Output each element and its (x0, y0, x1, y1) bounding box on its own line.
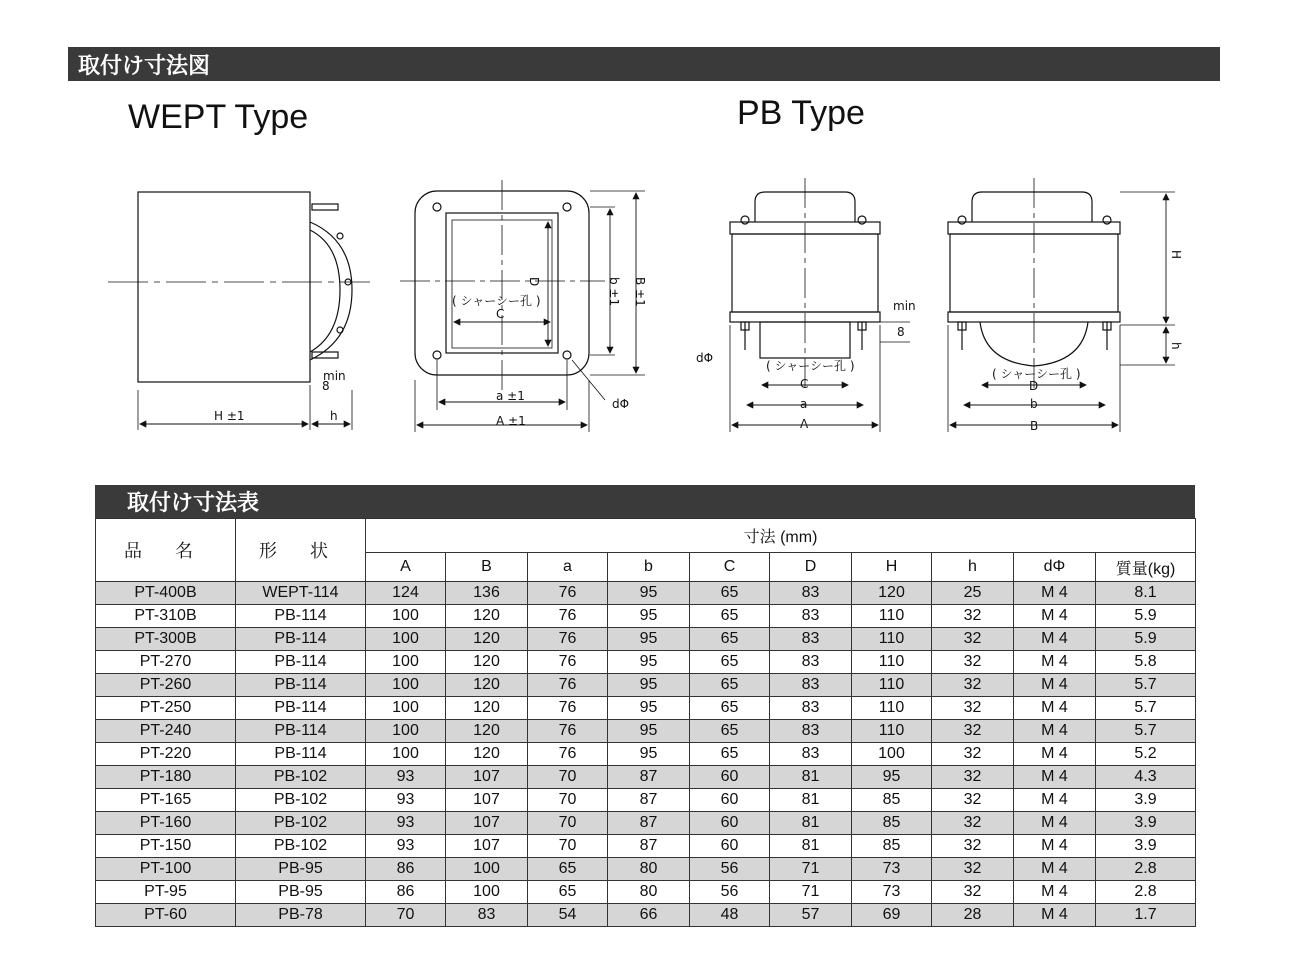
table-cell: 120 (446, 697, 528, 720)
table-cell: 83 (770, 743, 852, 766)
table-cell: PB-95 (236, 858, 366, 881)
table-cell: 65 (690, 651, 770, 674)
table-cell: PT-240 (96, 720, 236, 743)
table-cell: PB-102 (236, 835, 366, 858)
table-cell: PB-114 (236, 720, 366, 743)
table-body (96, 582, 1196, 927)
pb-front-view-left (730, 178, 910, 432)
table-cell: 71 (770, 858, 852, 881)
table-cell: 32 (932, 605, 1014, 628)
table-cell: 5.7 (1096, 720, 1196, 743)
table-row (96, 881, 1196, 904)
table-cell: M 4 (1014, 651, 1096, 674)
table-cell: 83 (770, 605, 852, 628)
table-cell: M 4 (1014, 720, 1096, 743)
sub-header-9: 質量(kg) (1096, 553, 1196, 582)
table-cell: 3.9 (1096, 812, 1196, 835)
label-8-pb: 8 (897, 325, 905, 339)
table-cell: 76 (528, 743, 608, 766)
table-cell: 81 (770, 812, 852, 835)
table-cell: 95 (608, 720, 690, 743)
table-cell: M 4 (1014, 835, 1096, 858)
table-cell: 2.8 (1096, 881, 1196, 904)
label-a-pm: a ±1 (496, 389, 525, 403)
table-cell: 83 (770, 674, 852, 697)
table-cell: 32 (932, 812, 1014, 835)
table-cell: PT-310B (96, 605, 236, 628)
header-product-name: 品 名 (96, 519, 236, 582)
section-title-bar (68, 47, 1220, 81)
label-C-wept: C (496, 307, 505, 321)
sub-header-8: dΦ (1014, 553, 1096, 582)
table-cell: 32 (932, 720, 1014, 743)
label-H-pb: H (1169, 250, 1183, 260)
table-cell: WEPT-114 (236, 582, 366, 605)
table-cell: 32 (932, 651, 1014, 674)
label-chassis-hole-wept: ( シャーシー孔 ) (452, 294, 541, 308)
table-cell: 95 (608, 651, 690, 674)
table-cell: 73 (852, 881, 932, 904)
pb-front-view-right (948, 178, 1175, 432)
table-cell: 83 (770, 697, 852, 720)
table-cell: 32 (932, 881, 1014, 904)
wept-side-view (108, 192, 370, 430)
table-row (96, 674, 1196, 697)
table-cell: 73 (852, 858, 932, 881)
table-cell: 95 (608, 743, 690, 766)
table-cell: 70 (528, 766, 608, 789)
table-cell: 70 (528, 789, 608, 812)
table-cell: 100 (366, 651, 446, 674)
table-cell: 66 (608, 904, 690, 927)
label-chassis-hole-pb1: ( シャーシー孔 ) (766, 359, 855, 373)
table-cell: 120 (446, 651, 528, 674)
table-cell: 86 (366, 881, 446, 904)
table-cell: 87 (608, 835, 690, 858)
table-cell: 86 (366, 858, 446, 881)
table-cell: 80 (608, 881, 690, 904)
table-cell: 120 (446, 720, 528, 743)
label-B-pb: B (1030, 419, 1039, 433)
table-cell: PT-270 (96, 651, 236, 674)
table-row (96, 743, 1196, 766)
table-cell: 65 (690, 605, 770, 628)
table-cell: 83 (446, 904, 528, 927)
table-cell: 32 (932, 789, 1014, 812)
table-cell: PB-102 (236, 812, 366, 835)
table-cell: 100 (366, 697, 446, 720)
table-cell: M 4 (1014, 812, 1096, 835)
table-cell: 2.8 (1096, 858, 1196, 881)
table-cell: PB-114 (236, 628, 366, 651)
table-cell: 95 (852, 766, 932, 789)
table-cell: 95 (608, 697, 690, 720)
table-cell: 32 (932, 858, 1014, 881)
table-cell: 65 (528, 858, 608, 881)
table-cell: PT-260 (96, 674, 236, 697)
table-cell: 65 (690, 697, 770, 720)
table-cell: M 4 (1014, 858, 1096, 881)
table-cell: 32 (932, 766, 1014, 789)
label-chassis-hole-pb2: ( シャーシー孔 ) (992, 367, 1081, 381)
table-cell: PT-160 (96, 812, 236, 835)
table-cell: 110 (852, 651, 932, 674)
table-cell: 100 (366, 743, 446, 766)
wept-type-title: WEPT Type (128, 98, 309, 136)
table-cell: 32 (932, 835, 1014, 858)
label-min-pb: min (893, 299, 916, 313)
table-row (96, 812, 1196, 835)
table-cell: 57 (770, 904, 852, 927)
label-b-pb: b (1030, 397, 1038, 411)
table-cell: 60 (690, 835, 770, 858)
table-cell: 107 (446, 789, 528, 812)
table-cell: 83 (770, 720, 852, 743)
table-cell: 5.7 (1096, 697, 1196, 720)
table-row (96, 582, 1196, 605)
table-cell: M 4 (1014, 789, 1096, 812)
table-cell: PB-102 (236, 789, 366, 812)
table-row (96, 858, 1196, 881)
table-cell: 100 (366, 628, 446, 651)
table-cell: PT-150 (96, 835, 236, 858)
table-cell: 5.8 (1096, 651, 1196, 674)
label-h-wept: h (330, 409, 338, 423)
table-cell: 107 (446, 766, 528, 789)
section-title: 取付け寸法図 (78, 53, 211, 79)
table-cell: M 4 (1014, 766, 1096, 789)
table-cell: 3.9 (1096, 789, 1196, 812)
table-cell: 124 (366, 582, 446, 605)
table-cell: 5.9 (1096, 605, 1196, 628)
table-cell: 65 (690, 582, 770, 605)
table-cell: 60 (690, 789, 770, 812)
label-a-pb: a (800, 397, 808, 411)
table-cell: 32 (932, 628, 1014, 651)
table-cell: 83 (770, 582, 852, 605)
table-cell: 100 (366, 720, 446, 743)
table-cell: PB-114 (236, 605, 366, 628)
table-cell: 95 (608, 605, 690, 628)
table-cell: 120 (852, 582, 932, 605)
table-cell: 56 (690, 858, 770, 881)
table-cell: PT-220 (96, 743, 236, 766)
label-min-wept: min (323, 369, 346, 383)
table-cell: PT-165 (96, 789, 236, 812)
table-cell: 65 (690, 743, 770, 766)
table-cell: 107 (446, 835, 528, 858)
table-cell: PB-114 (236, 697, 366, 720)
table-cell: 136 (446, 582, 528, 605)
label-C-pb: C (800, 377, 809, 391)
table-row (96, 697, 1196, 720)
table-title: 取付け寸法表 (127, 491, 260, 516)
table-cell: 76 (528, 720, 608, 743)
table-cell: 54 (528, 904, 608, 927)
table-row (96, 720, 1196, 743)
table-cell: 100 (366, 605, 446, 628)
table-cell: 85 (852, 835, 932, 858)
table-cell: 110 (852, 628, 932, 651)
sub-header-6: H (852, 553, 932, 582)
table-cell: PB-95 (236, 881, 366, 904)
sub-header-7: h (932, 553, 1014, 582)
table-cell: 85 (852, 812, 932, 835)
table-cell: 32 (932, 674, 1014, 697)
table-cell: 81 (770, 835, 852, 858)
table-cell: 83 (770, 651, 852, 674)
label-A-pm: A ±1 (496, 414, 526, 428)
table-cell: 110 (852, 605, 932, 628)
table-cell: 93 (366, 789, 446, 812)
sub-header-5: D (770, 553, 852, 582)
table-cell: 76 (528, 628, 608, 651)
table-cell: PB-102 (236, 766, 366, 789)
table-cell: 93 (366, 835, 446, 858)
table-cell: 8.1 (1096, 582, 1196, 605)
table-cell: M 4 (1014, 674, 1096, 697)
table-row (96, 789, 1196, 812)
table-cell: M 4 (1014, 743, 1096, 766)
table-cell: M 4 (1014, 697, 1096, 720)
table-cell: 32 (932, 743, 1014, 766)
table-cell: 100 (366, 674, 446, 697)
table-cell: 76 (528, 697, 608, 720)
table-cell: 76 (528, 582, 608, 605)
table-cell: 76 (528, 651, 608, 674)
table-cell: 110 (852, 720, 932, 743)
table-cell: 100 (852, 743, 932, 766)
table-cell: 93 (366, 812, 446, 835)
table-cell: M 4 (1014, 605, 1096, 628)
table-cell: PB-114 (236, 651, 366, 674)
table-cell: 120 (446, 605, 528, 628)
table-cell: 110 (852, 674, 932, 697)
table-cell: 120 (446, 628, 528, 651)
table-cell: M 4 (1014, 904, 1096, 927)
header-shape: 形 状 (236, 519, 366, 582)
table-cell: 5.9 (1096, 628, 1196, 651)
table-cell: M 4 (1014, 628, 1096, 651)
table-cell: 95 (608, 628, 690, 651)
table-cell: PT-250 (96, 697, 236, 720)
table-cell: M 4 (1014, 881, 1096, 904)
table-cell: 56 (690, 881, 770, 904)
table-cell: 76 (528, 674, 608, 697)
header-dimensions: 寸法 (mm) (366, 519, 1196, 553)
table-cell: 93 (366, 766, 446, 789)
table-cell: 120 (446, 674, 528, 697)
table-cell: 87 (608, 789, 690, 812)
table-cell: 76 (528, 605, 608, 628)
table-cell: 87 (608, 812, 690, 835)
table-cell: PT-95 (96, 881, 236, 904)
table-cell: 60 (690, 766, 770, 789)
table-cell: PB-78 (236, 904, 366, 927)
table-cell: 87 (608, 766, 690, 789)
table-cell: PT-100 (96, 858, 236, 881)
table-cell: 60 (690, 812, 770, 835)
table-cell: 70 (366, 904, 446, 927)
table-cell: PT-60 (96, 904, 236, 927)
table-cell: 85 (852, 789, 932, 812)
table-cell: 5.2 (1096, 743, 1196, 766)
sub-header-4: C (690, 553, 770, 582)
sub-header-2: a (528, 553, 608, 582)
table-cell: 100 (446, 858, 528, 881)
table-cell: 107 (446, 812, 528, 835)
sub-header-1: B (446, 553, 528, 582)
label-H-pm: H ±1 (214, 409, 245, 423)
table-cell: 69 (852, 904, 932, 927)
table-title-bar (95, 485, 1195, 518)
label-B-pm: B ±1 (633, 277, 647, 307)
table-cell: 71 (770, 881, 852, 904)
table-cell: 48 (690, 904, 770, 927)
table-row (96, 628, 1196, 651)
label-8-wept: 8 (322, 379, 330, 393)
table-cell: PT-300B (96, 628, 236, 651)
label-D-pb: D (1029, 379, 1039, 393)
table-cell: 28 (932, 904, 1014, 927)
table-cell: 100 (446, 881, 528, 904)
label-D-wept: D (527, 277, 541, 287)
table-cell: 3.9 (1096, 835, 1196, 858)
table-cell: PB-114 (236, 743, 366, 766)
table-cell: 95 (608, 582, 690, 605)
table-cell: 81 (770, 766, 852, 789)
table-cell: 65 (528, 881, 608, 904)
table-row (96, 835, 1196, 858)
table-cell: PB-114 (236, 674, 366, 697)
table-cell: PT-180 (96, 766, 236, 789)
label-b-pm: b ±1 (607, 277, 621, 307)
table-cell: 80 (608, 858, 690, 881)
table-cell: 83 (770, 628, 852, 651)
table-cell: 120 (446, 743, 528, 766)
table-cell: 5.7 (1096, 674, 1196, 697)
label-d-phi-pb: dΦ (696, 351, 714, 365)
table-cell: 70 (528, 835, 608, 858)
table-cell: 25 (932, 582, 1014, 605)
table-row (96, 605, 1196, 628)
table-cell: 32 (932, 697, 1014, 720)
table-row (96, 904, 1196, 927)
table-cell: 65 (690, 720, 770, 743)
table-cell: 95 (608, 674, 690, 697)
dimension-table (95, 518, 1196, 927)
pb-type-title: PB Type (737, 94, 865, 132)
table-row (96, 651, 1196, 674)
label-d-phi-wept: dΦ (612, 397, 630, 411)
table-cell: 81 (770, 789, 852, 812)
table-cell: PT-400B (96, 582, 236, 605)
table-cell: 1.7 (1096, 904, 1196, 927)
table-cell: 4.3 (1096, 766, 1196, 789)
table-cell: M 4 (1014, 582, 1096, 605)
table-cell: 110 (852, 697, 932, 720)
table-cell: 65 (690, 628, 770, 651)
table-cell: 65 (690, 674, 770, 697)
mounting-dimension-drawings (0, 150, 1296, 450)
sub-header-3: b (608, 553, 690, 582)
table-cell: 70 (528, 812, 608, 835)
table-row (96, 766, 1196, 789)
label-h-pb: h (1169, 342, 1183, 350)
label-A-pb: A (800, 417, 809, 431)
sub-header-0: A (366, 553, 446, 582)
